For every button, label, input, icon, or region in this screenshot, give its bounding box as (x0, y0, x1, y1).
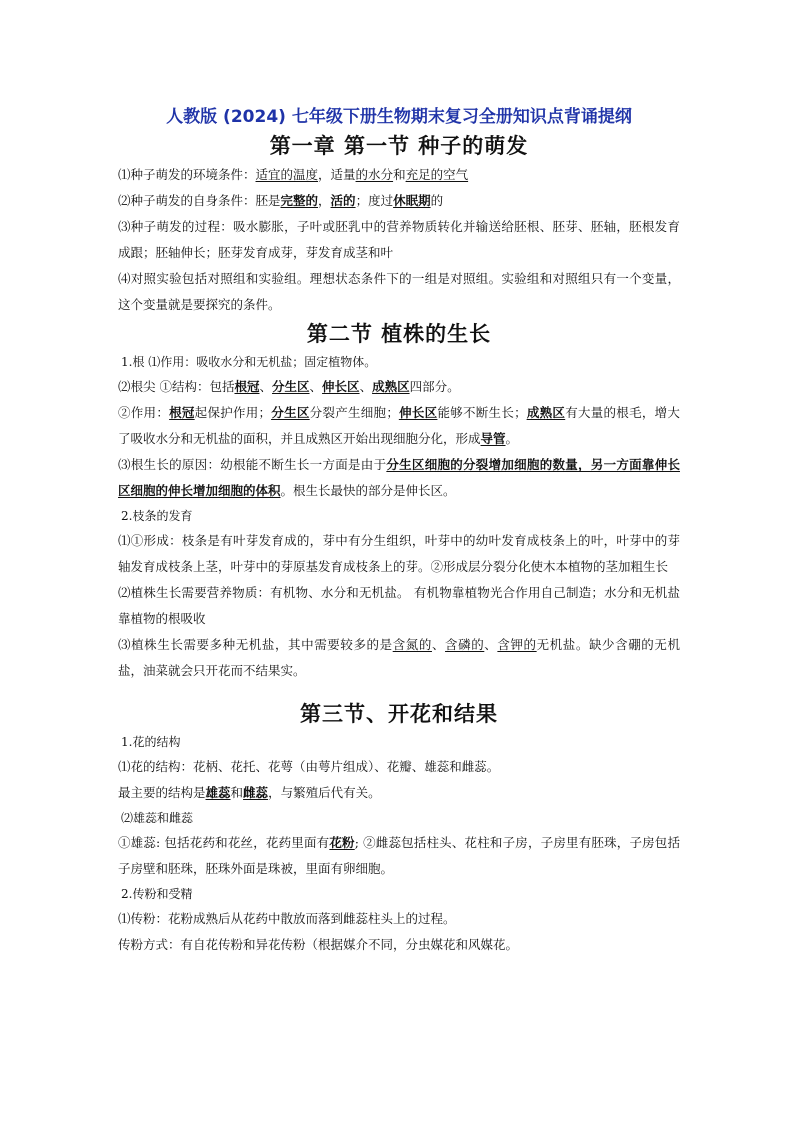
control-experiment: ⑷对照实验包括对照组和实验组。理想状态条件下的一组是对照组。实验组和对照组只有一个变量，这个变量就是要探究的条件。 (118, 271, 680, 312)
section3-heading: 第三节、开花和结果 (300, 701, 498, 726)
flower-structure: ⑴花的结构：花柄、花托、花萼（由萼片组成）、花瓣、雄蕊和雌蕊。 (118, 759, 500, 774)
germination-environment: ⑴种子萌发的环境条件：适宜的温度，适量的水分和充足的空气 (118, 167, 469, 182)
chapter1-section1-heading: 第一章 第一节 种子的萌发 (269, 133, 529, 158)
mineral-salts: ⑶植株生长需要多种无机盐，其中需要较多的是含氮的、含磷的、含钾的无机盐。缺少含硼的无机盐，油菜就会只开花而不结果实。 (118, 637, 680, 678)
stamen-pistil-heading: ⑵雄蕊和雌蕊 (121, 811, 194, 825)
pollination-heading: 2.传粉和受精 (121, 887, 193, 901)
main-structure: 最主要的结构是雄蕊和雌蕊，与繁殖后代有关。 (118, 785, 381, 800)
pollination-definition: ⑴传粉：花粉成熟后从花药中散放而落到雌蕊柱头上的过程。 (118, 911, 456, 926)
germination-self: ⑵种子萌发的自身条件：胚是完整的，活的；度过休眠期的 (118, 193, 444, 208)
branch-heading: 2.枝条的发育 (121, 509, 193, 523)
document-title: 人教版 (2024) 七年级下册生物期末复习全册知识点背诵提纲 (166, 107, 632, 127)
root-function: 1.根 ⑴作用：吸收水分和无机盐；固定植物体。 (121, 355, 377, 369)
flower-structure-heading: 1.花的结构 (121, 735, 181, 749)
root-growth-reason: ⑶根生长的原因：幼根能不断生长一方面是由于分生区细胞的分裂增加细胞的数量，另一方面靠伸长区细胞的伸长增加细胞的体积。根生长最快的部分是伸长区。 (118, 457, 680, 498)
plant-nutrients: ⑵植株生长需要营养物质：有机物、水分和无机盐。 有机物靠植物光合作用自己制造；水分和无机盐靠植物的根吸收 (118, 585, 680, 626)
branch-formation: ⑴①形成：枝条是有叶芽发育成的，芽中有分生组织，叶芽中的幼叶发育成枝条上的叶，叶芽中的芽轴发育成枝条上茎，叶芽中的芽原基发育成枝条上的芽。②形成层分裂分化使木本植物的茎加粗生长 (118, 533, 680, 574)
germination-process: ⑶种子萌发的过程：吸水膨胀，子叶或胚乳中的营养物质转化并输送给胚根、胚芽、胚轴，胚根发育成跟；胚轴伸长；胚芽发育成芽，芽发育成茎和叶 (118, 219, 680, 260)
root-tip-structure: ⑵根尖 ①结构：包括根冠、分生区、伸长区、成熟区四部分。 (118, 379, 460, 394)
document-page (118, 104, 680, 958)
root-tip-function: ②作用：根冠起保护作用；分生区分裂产生细胞；伸长区能够不断生长；成熟区有大量的根毛，增大了吸收水分和无机盐的面积，并且成熟区开始出现细胞分化，形成导管。 (118, 405, 680, 446)
stamen-pistil-detail: ①雄蕊: 包括花药和花丝，花药里面有花粉; ②雌蕊包括柱头、花柱和子房，子房里有胚珠，子房包括子房壁和胚珠，胚珠外面是珠被，里面有卵细胞。 (118, 835, 680, 876)
section2-heading: 第二节 植株的生长 (306, 321, 492, 346)
pollination-mode: 传粉方式：有自花传粉和异花传粉（根据媒介不同，分虫媒花和风媒花。 (118, 937, 519, 952)
